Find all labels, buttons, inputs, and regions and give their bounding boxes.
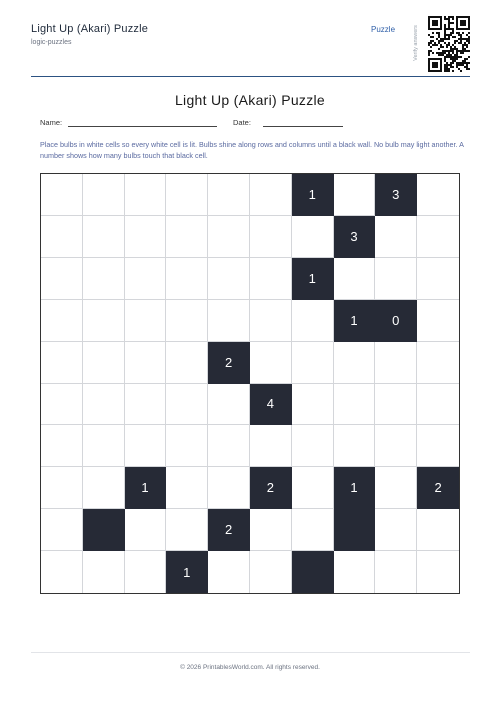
white-cell[interactable]	[208, 258, 250, 300]
white-cell[interactable]	[166, 258, 208, 300]
white-cell[interactable]	[83, 300, 125, 342]
white-cell[interactable]	[375, 384, 417, 426]
white-cell[interactable]	[208, 467, 250, 509]
white-cell[interactable]	[125, 342, 167, 384]
white-cell[interactable]	[292, 384, 334, 426]
white-cell[interactable]	[375, 467, 417, 509]
white-cell[interactable]	[125, 174, 167, 216]
white-cell[interactable]	[250, 509, 292, 551]
white-cell[interactable]	[208, 425, 250, 467]
white-cell[interactable]	[250, 342, 292, 384]
white-cell[interactable]	[250, 425, 292, 467]
black-cell: 1	[125, 467, 167, 509]
white-cell[interactable]	[292, 342, 334, 384]
white-cell[interactable]	[83, 258, 125, 300]
white-cell[interactable]	[83, 216, 125, 258]
verify-answers-label	[409, 16, 423, 70]
header-title: Light Up (Akari) Puzzle	[31, 23, 149, 35]
white-cell[interactable]	[125, 216, 167, 258]
white-cell[interactable]	[166, 342, 208, 384]
verify-answers-text: Verify answers	[413, 25, 419, 61]
white-cell[interactable]	[125, 425, 167, 467]
black-cell	[83, 509, 125, 551]
white-cell[interactable]	[334, 342, 376, 384]
white-cell[interactable]	[334, 551, 376, 593]
white-cell[interactable]	[250, 216, 292, 258]
puzzle-grid	[40, 173, 460, 594]
white-cell[interactable]	[125, 551, 167, 593]
name-label: Name:	[40, 118, 63, 127]
black-cell: 2	[208, 509, 250, 551]
white-cell[interactable]	[208, 216, 250, 258]
white-cell[interactable]	[292, 509, 334, 551]
black-cell: 2	[417, 467, 459, 509]
white-cell[interactable]	[83, 384, 125, 426]
white-cell[interactable]	[125, 384, 167, 426]
page-title: Light Up (Akari) Puzzle	[174, 92, 326, 108]
white-cell[interactable]	[125, 258, 167, 300]
white-cell[interactable]	[41, 258, 83, 300]
black-cell	[334, 509, 376, 551]
white-cell[interactable]	[375, 258, 417, 300]
white-cell[interactable]	[417, 384, 459, 426]
instructions-text: Place bulbs in white cells so every white cell is lit. Bulbs shine along rows and columns until a black wall. No bulb may light another. A number shows how many bulbs touch that black cell.	[40, 140, 464, 160]
footer-divider	[31, 652, 470, 653]
header-category: logic-puzzles	[31, 39, 72, 46]
white-cell[interactable]	[41, 342, 83, 384]
white-cell[interactable]	[41, 425, 83, 467]
white-cell[interactable]	[208, 174, 250, 216]
white-cell[interactable]	[417, 342, 459, 384]
black-cell: 0	[375, 300, 417, 342]
white-cell[interactable]	[417, 509, 459, 551]
white-cell[interactable]	[292, 216, 334, 258]
white-cell[interactable]	[417, 258, 459, 300]
white-cell[interactable]	[375, 509, 417, 551]
white-cell[interactable]	[334, 384, 376, 426]
white-cell[interactable]	[208, 300, 250, 342]
white-cell[interactable]	[41, 509, 83, 551]
white-cell[interactable]	[125, 509, 167, 551]
white-cell[interactable]	[292, 300, 334, 342]
white-cell[interactable]	[41, 216, 83, 258]
white-cell[interactable]	[250, 174, 292, 216]
black-cell: 2	[208, 342, 250, 384]
white-cell[interactable]	[417, 174, 459, 216]
white-cell[interactable]	[375, 216, 417, 258]
black-cell: 1	[292, 174, 334, 216]
name-field[interactable]	[68, 126, 217, 127]
white-cell[interactable]	[250, 551, 292, 593]
black-cell: 1	[166, 551, 208, 593]
white-cell[interactable]	[208, 384, 250, 426]
white-cell[interactable]	[166, 467, 208, 509]
white-cell[interactable]	[41, 300, 83, 342]
white-cell[interactable]	[292, 467, 334, 509]
white-cell[interactable]	[375, 425, 417, 467]
white-cell[interactable]	[334, 425, 376, 467]
white-cell[interactable]	[166, 216, 208, 258]
white-cell[interactable]	[417, 300, 459, 342]
qr-code-icon[interactable]	[428, 16, 470, 72]
black-cell: 3	[334, 216, 376, 258]
date-label: Date:	[233, 118, 251, 127]
white-cell[interactable]	[250, 258, 292, 300]
white-cell[interactable]	[292, 425, 334, 467]
white-cell[interactable]	[417, 216, 459, 258]
white-cell[interactable]	[41, 174, 83, 216]
white-cell[interactable]	[334, 258, 376, 300]
white-cell[interactable]	[41, 551, 83, 593]
white-cell[interactable]	[166, 174, 208, 216]
white-cell[interactable]	[208, 551, 250, 593]
white-cell[interactable]	[166, 384, 208, 426]
white-cell[interactable]	[83, 174, 125, 216]
date-field[interactable]	[263, 126, 343, 127]
white-cell[interactable]	[417, 425, 459, 467]
white-cell[interactable]	[125, 300, 167, 342]
white-cell[interactable]	[250, 300, 292, 342]
black-cell: 3	[375, 174, 417, 216]
white-cell[interactable]	[83, 425, 125, 467]
white-cell[interactable]	[41, 467, 83, 509]
white-cell[interactable]	[83, 467, 125, 509]
white-cell[interactable]	[83, 551, 125, 593]
white-cell[interactable]	[375, 342, 417, 384]
black-cell: 1	[334, 467, 376, 509]
header-puzzle-label: Puzzle	[371, 25, 396, 34]
white-cell[interactable]	[166, 509, 208, 551]
footer-copyright: © 2026 PrintablesWorld.com. All rights reserved.	[180, 664, 320, 671]
header-divider	[31, 76, 470, 77]
white-cell[interactable]	[166, 300, 208, 342]
white-cell[interactable]	[166, 425, 208, 467]
white-cell[interactable]	[375, 551, 417, 593]
black-cell	[292, 551, 334, 593]
black-cell: 1	[292, 258, 334, 300]
white-cell[interactable]	[83, 342, 125, 384]
white-cell[interactable]	[417, 551, 459, 593]
black-cell: 2	[250, 467, 292, 509]
white-cell[interactable]	[334, 174, 376, 216]
white-cell[interactable]	[41, 384, 83, 426]
black-cell: 1	[334, 300, 376, 342]
black-cell: 4	[250, 384, 292, 426]
